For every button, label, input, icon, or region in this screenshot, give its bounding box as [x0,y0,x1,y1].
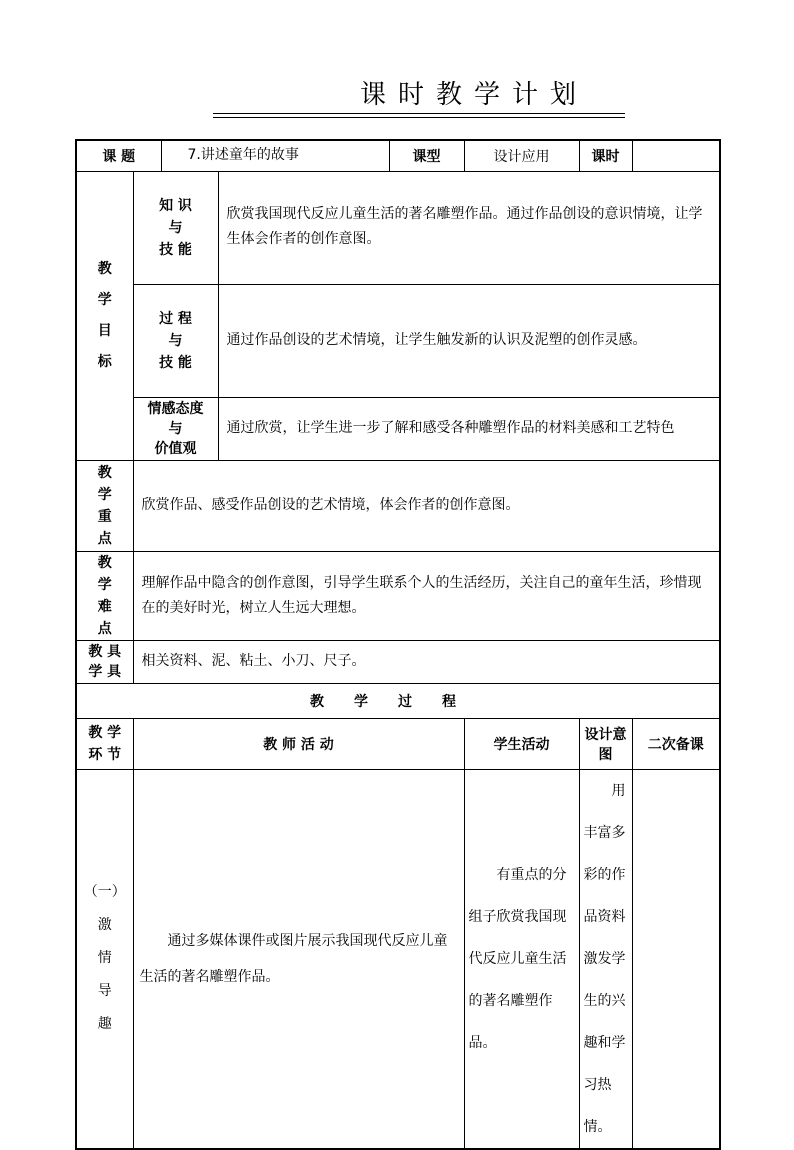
page-title: 课时教学计划 [359,80,588,110]
key-points-row [76,460,720,551]
difficulties-text: 理解作品中隐含的创作意图，引导学生联系个人的生活经历，关注自己的童年生活，珍惜现在的美好时光，树立人生远大理想。 [133,551,720,640]
process-columns-row [76,718,720,769]
difficulties-label: 教 学 难 点 [76,551,133,640]
type-label: 课型 [389,140,464,171]
objectives-section-label: 教 学 目 标 [76,171,133,460]
tools-row [76,640,720,683]
knowledge-label: 知 识 与 技 能 [133,171,218,284]
student-activity: 有重点的分组子欣赏我国现代反应儿童生活的著名雕塑作品。 [464,769,579,1149]
title-underline-double [213,117,625,118]
emotion-text: 通过欣赏，让学生进一步了解和感受各种雕塑作品的材料美感和工艺特色 [218,397,720,460]
step-label: （一） 激 情 导 趣 [76,769,133,1149]
tools-text: 相关资料、泥、粘土、小刀、尺子。 [133,640,720,683]
topic-label: 课 题 [76,140,161,171]
col-second-header: 二次备课 [632,718,720,769]
col-student-header: 学生活动 [464,718,579,769]
teacher-activity: 通过多媒体课件或图片展示我国现代反应儿童生活的著名雕塑作品。 [133,769,464,1149]
process-text: 通过作品创设的艺术情境，让学生触发新的认识及泥塑的创作灵感。 [218,284,720,397]
emotion-label: 情感态度 与 价值观 [133,397,218,460]
difficulties-row [76,551,720,640]
objective-emotion-row [76,397,720,460]
hours-label: 课时 [579,140,632,171]
col-step-header: 教 学 环 节 [76,718,133,769]
tools-label: 教 具 学 具 [76,640,133,683]
col-teacher-header: 教 师 活 动 [133,718,464,769]
process-heading: 教学过程 [76,683,720,718]
process-step-row [76,769,720,1149]
key-points-label: 教 学 重 点 [76,460,133,551]
lesson-plan-table [75,139,721,1150]
process-label: 过 程 与 技 能 [133,284,218,397]
col-intent-header: 设计意图 [579,718,632,769]
design-intent: 用丰富多彩的作品资料激发学生的兴趣和学习热情。 [579,769,632,1149]
knowledge-text: 欣赏我国现代反应儿童生活的著名雕塑作品。通过作品创设的意识情境，让学生体会作者的创作意图。 [218,171,720,284]
second-prep [632,769,720,1149]
type-value: 设计应用 [464,140,579,171]
topic-value: 7.讲述童年的故事 [161,140,389,171]
key-points-text: 欣赏作品、感受作品创设的艺术情境，体会作者的创作意图。 [133,460,720,551]
objective-process-row [76,284,720,397]
hours-value [632,140,720,171]
title-underline [213,113,625,114]
title-block [213,78,625,118]
objective-knowledge-row [76,171,720,284]
header-row [76,140,720,171]
process-heading-row [76,683,720,718]
